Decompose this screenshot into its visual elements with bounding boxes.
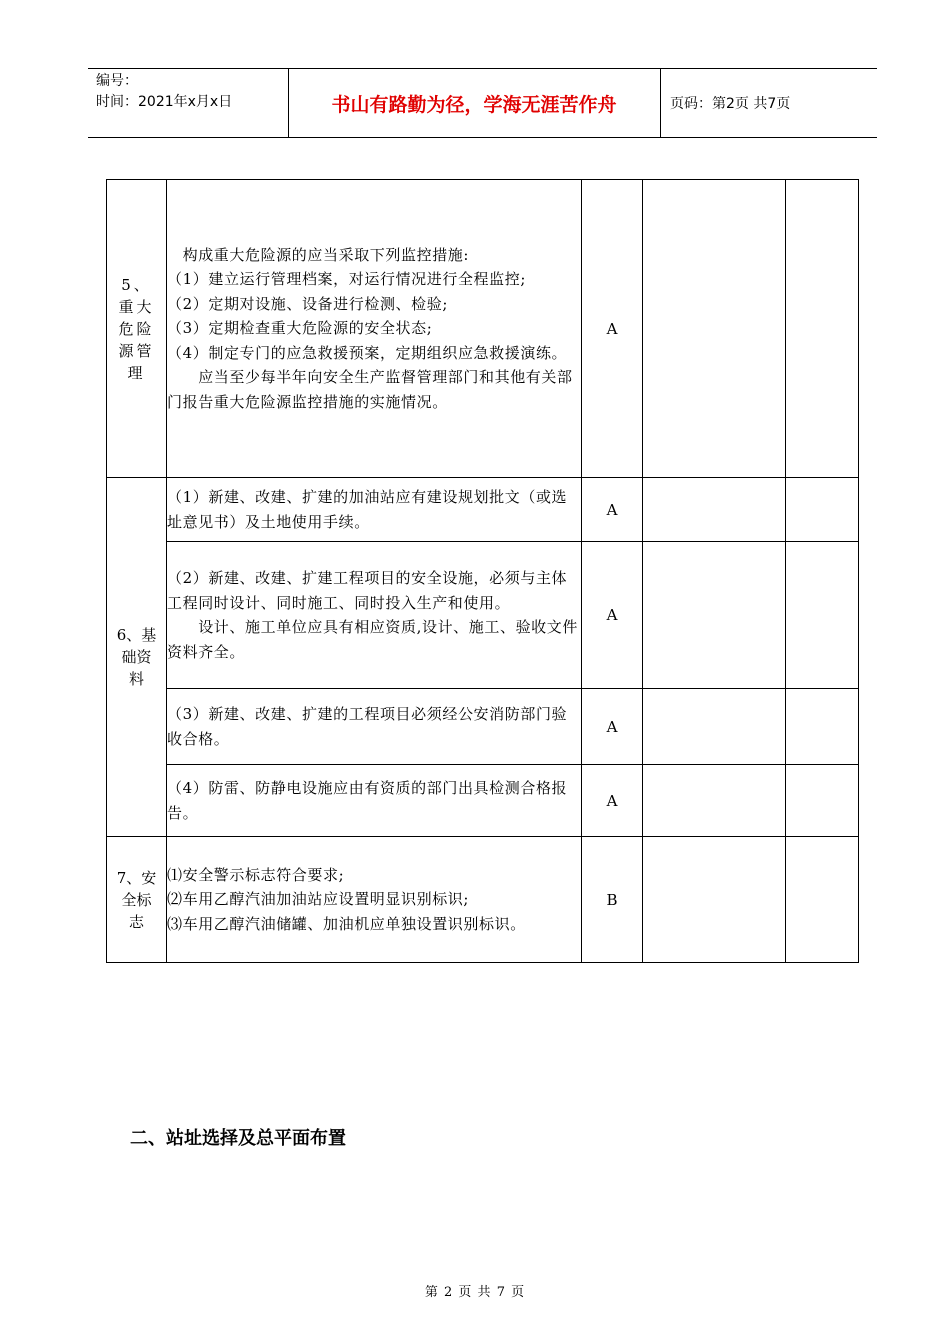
table-row <box>107 765 859 837</box>
content-cell <box>167 689 582 765</box>
header-motto: 书山有路勤为径，学海无涯苦作舟 <box>331 93 617 116</box>
section-heading: 二、站址选择及总平面布置 <box>130 1128 346 1149</box>
content-line: （3）定期检查重大危险源的安全状态; <box>167 319 433 338</box>
content-line: 设计、施工单位应具有相应资质,设计、施工、验收文件资料齐全。 <box>167 618 578 661</box>
item-label: 7、安全标志 <box>116 868 157 931</box>
content-cell <box>167 542 582 689</box>
grade-cell: A <box>582 180 643 478</box>
content-line: ⑴安全警示标志符合要求; <box>167 865 345 884</box>
header-page-number: 页码：第2页 共7页 <box>670 96 791 112</box>
content-line: （1）建立运行管理档案，对运行情况进行全程监控; <box>167 270 526 289</box>
document-number-label: 编号： <box>96 73 138 89</box>
page-footer: 第 2 页 共 7 页 <box>424 1285 526 1300</box>
item-cell <box>107 837 167 963</box>
table-row <box>107 180 859 478</box>
remark-cell <box>786 837 859 963</box>
remark-cell <box>786 478 859 542</box>
header-divider <box>660 69 661 137</box>
content-line: （2）定期对设施、设备进行检测、检验; <box>167 294 448 313</box>
result-cell <box>643 478 786 542</box>
result-cell <box>643 689 786 765</box>
content-line: （2）新建、改建、扩建工程项目的安全设施，必须与主体工程同时设计、同时施工、同时投入生产和使用。 <box>167 569 568 612</box>
content-line: （1）新建、改建、扩建的加油站应有建设规划批文（或选址意见书）及土地使用手续。 <box>167 488 568 531</box>
content-line: 应当至少每半年向安全生产监督管理部门和其他有关部门报告重大危险源监控措施的实施情况。 <box>167 368 573 411</box>
content-line: （4）制定专门的应急救援预案，定期组织应急救援演练。 <box>167 343 568 362</box>
remark-cell <box>786 765 859 837</box>
grade-cell: A <box>582 542 643 689</box>
item-cell <box>107 180 167 478</box>
item-label: 6、基础资料 <box>116 626 157 688</box>
inspection-table <box>106 179 859 963</box>
result-cell <box>643 765 786 837</box>
remark-cell <box>786 542 859 689</box>
item-label: 5、重大危险源管理 <box>118 275 155 382</box>
grade-cell: B <box>582 837 643 963</box>
content-line: 构成重大危险源的应当采取下列监控措施: <box>167 245 470 264</box>
table-row <box>107 542 859 689</box>
remark-cell <box>786 689 859 765</box>
result-cell <box>643 542 786 689</box>
page-header <box>88 68 877 138</box>
table-row <box>107 478 859 542</box>
content-cell <box>167 180 582 478</box>
grade-cell: A <box>582 689 643 765</box>
table-row <box>107 689 859 765</box>
document-time-label: 时间：2021年x月x日 <box>96 94 233 110</box>
content-cell <box>167 478 582 542</box>
content-cell <box>167 837 582 963</box>
result-cell <box>643 837 786 963</box>
content-line: （4）防雷、防静电设施应由有资质的部门出具检测合格报告。 <box>167 779 568 822</box>
content-line: ⑶车用乙醇汽油储罐、加油机应单独设置识别标识。 <box>167 914 526 933</box>
header-meta <box>96 71 232 113</box>
table-row <box>107 837 859 963</box>
item-cell <box>107 478 167 837</box>
grade-cell: A <box>582 478 643 542</box>
remark-cell <box>786 180 859 478</box>
result-cell <box>643 180 786 478</box>
content-line: （3）新建、改建、扩建的工程项目必须经公安消防部门验收合格。 <box>167 705 568 748</box>
content-line: ⑵车用乙醇汽油加油站应设置明显识别标识; <box>167 890 470 909</box>
grade-cell: A <box>582 765 643 837</box>
content-cell <box>167 765 582 837</box>
